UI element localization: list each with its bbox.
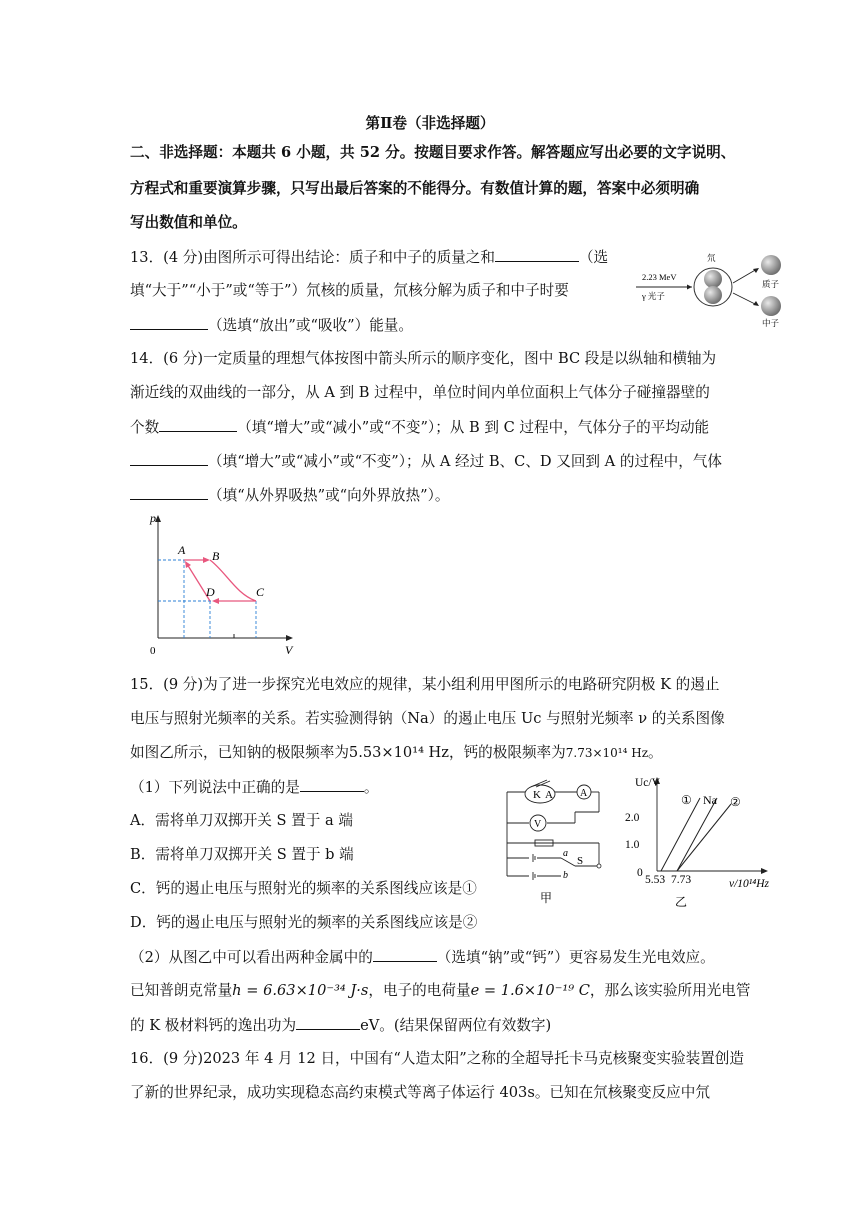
option-b[interactable]: B．需将单刀双掷开关 S 置于 b 端 (130, 846, 354, 863)
nucleon-ball (704, 286, 722, 304)
q15-text: 。 (648, 744, 663, 761)
proton-ball (761, 255, 781, 275)
answer-blank[interactable] (373, 947, 437, 962)
line-1-label: ① (681, 793, 692, 807)
q15-text: 如图乙所示，已知钠的极限频率为 (130, 744, 349, 761)
uc-frequency-graph (615, 770, 790, 910)
y-axis-label: Uc/V (635, 777, 660, 789)
neutron-ball (761, 296, 781, 316)
k-label: K (533, 789, 541, 801)
electron-charge: e = 1.6×10⁻¹⁹ C (470, 982, 590, 999)
q15-line2: 电压与照射光频率的关系。若实验测得钠（Na）的遏止电压 Uc 与照射光频率 ν 的关系图像 (130, 710, 725, 727)
x-axis-label: ν/10¹⁴Hz (729, 878, 770, 890)
energy-label: 2.23 MeV (642, 272, 677, 282)
neutron-label: 中子 (762, 318, 780, 328)
q15-text: （选填“钠”或“钙”）更容易发生光电效应。 (436, 949, 715, 966)
q15-text: eV。(结果保留两位有效数字) (360, 1017, 552, 1034)
a-label: A (545, 789, 553, 801)
q14-line2: 渐近线的双曲线的一部分，从 A 到 B 过程中，单位时间内单位面积上气体分子碰撞器壁的 (130, 384, 710, 401)
section-instructions-2: 方程式和重要演算步骤，只写出最后答案的不能得分。有数值计算的题，答案中必须明确 (130, 180, 700, 197)
na-threshold: 5.53×10¹⁴ Hz (348, 744, 449, 761)
switch-b-label: b (563, 870, 568, 881)
pv-diagram (140, 510, 300, 662)
point-c: C (256, 585, 265, 599)
point-d: D (206, 585, 215, 599)
q14-line5 (130, 485, 449, 506)
q15-part3 (130, 981, 750, 1001)
origin-label: 0 (150, 645, 156, 657)
q15-line1: 15．(9 分)为了进一步探究光电效应的规律，某小组利用甲图所示的电路研究阴极 K 的遏止 (130, 676, 720, 693)
origin: 0 (637, 867, 643, 879)
deuteron-label: 氘 (707, 253, 716, 263)
na-label: Na (703, 793, 717, 807)
q15-line3 (130, 743, 663, 763)
answer-blank[interactable] (495, 247, 579, 262)
q15-text: ，那么该实验所用光电管 (589, 982, 751, 999)
line-na (661, 798, 700, 871)
section-instructions-1: 二、非选择题：本题共 6 小题，共 52 分。按题目要求作答。解答题应写出必要的文字说明、 (130, 144, 736, 161)
section-instructions-3: 写出数值和单位。 (130, 214, 247, 231)
v-label: V (285, 643, 293, 657)
q14-text: 个数 (130, 419, 160, 436)
x-tick-2: 7.73 (671, 874, 692, 886)
q15-text: （2）从图乙中可以看出两种金属中的 (130, 949, 373, 966)
point-a: A (178, 543, 186, 557)
q15-part1 (130, 777, 378, 798)
answer-blank[interactable] (130, 451, 208, 466)
q13-line1 (130, 247, 608, 268)
part-title: 第Ⅱ卷（非选择题） (365, 115, 495, 132)
q14-text: （填“增大”或“减小”或“不变”）；从 B 到 C 过程中，气体分子的平均动能 (237, 419, 710, 436)
answer-blank[interactable] (296, 1015, 360, 1030)
answer-blank[interactable] (159, 417, 237, 432)
q14-line4 (130, 451, 722, 472)
guide-lines (158, 560, 256, 638)
answer-blank[interactable] (130, 315, 208, 330)
planck-constant: h = 6.63×10⁻³⁴ J·s (232, 982, 369, 999)
y-tick-1: 1.0 (625, 839, 640, 851)
q14-line3 (130, 417, 709, 438)
ca-threshold: 7.73×10¹⁴ Hz (565, 746, 649, 760)
q13-text: （选填“放出”或“吸收”）能量。 (208, 317, 413, 334)
q13-line3 (130, 315, 413, 336)
ammeter-label: A (580, 788, 588, 799)
proton-label: 质子 (762, 279, 780, 289)
x-tick-1: 5.53 (645, 874, 666, 886)
circuit-diagram (495, 778, 615, 908)
q15-text: ，钙的极限频率为 (448, 744, 566, 761)
q13-line2: 填“大于”“小于”或“等于”）氘核的质量，氘核分解为质子和中子时要 (130, 282, 569, 299)
q14-line1: 14．(6 分)一定质量的理想气体按图中箭头所示的顺序变化，图中 BC 段是以纵轴和横轴为 (130, 350, 717, 367)
q14-text: （填“从外界吸热”或“向外界放热”）。 (208, 487, 450, 504)
nucleon-ball (704, 270, 722, 288)
q13-text: （选 (578, 249, 609, 266)
q13-text: 13．(4 分)由图所示可得出结论：质子和中子的质量之和 (130, 249, 495, 266)
q15-text: 的 K 极材料钙的逸出功为 (130, 1017, 297, 1034)
line-2-label: ② (730, 795, 741, 809)
q15-part2 (130, 947, 715, 968)
point-b: B (212, 549, 220, 563)
figure-jia-caption: 甲 (540, 891, 553, 905)
option-c[interactable]: C．钙的遏止电压与照射光的频率的关系图线应该是① (130, 880, 477, 897)
q15-text: 已知普朗克常量 (130, 982, 233, 999)
cycle-path (184, 560, 256, 601)
option-a[interactable]: A．需将单刀双掷开关 S 置于 a 端 (130, 812, 353, 829)
photon-label: γ 光子 (642, 291, 665, 301)
q14-text: （填“增大”或“减小”或“不变”）；从 A 经过 B、C、D 又回到 A 的过程中，气体 (208, 453, 723, 470)
answer-blank[interactable] (130, 485, 208, 500)
p-label: p (150, 511, 156, 525)
voltmeter-label: V (534, 819, 542, 830)
switch-a-label: a (563, 848, 568, 859)
q16-line2: 了新的世界纪录，成功实现稳态高约束模式等离子体运行 403s。已知在氘核聚变反应中氘 (130, 1084, 710, 1101)
q15-part4 (130, 1015, 551, 1036)
switch-s-label: S (577, 855, 584, 867)
y-tick-2: 2.0 (625, 812, 640, 824)
q16-line1: 16．(9 分)2023 年 4 月 12 日，中国有“人造太阳”之称的全超导托卡马克核聚变实验装置创造 (130, 1050, 744, 1067)
line-2 (677, 804, 731, 871)
q15-text: （1）下列说法中正确的是 (130, 779, 300, 796)
line-1 (677, 798, 717, 871)
q15-text: 。 (363, 779, 379, 796)
option-d[interactable]: D．钙的遏止电压与照射光的频率的关系图线应该是② (130, 914, 478, 931)
figure-yi-caption: 乙 (675, 895, 688, 909)
q15-text: ，电子的电荷量 (368, 982, 471, 999)
answer-blank[interactable] (300, 777, 364, 792)
deuteron-figure (630, 245, 790, 330)
